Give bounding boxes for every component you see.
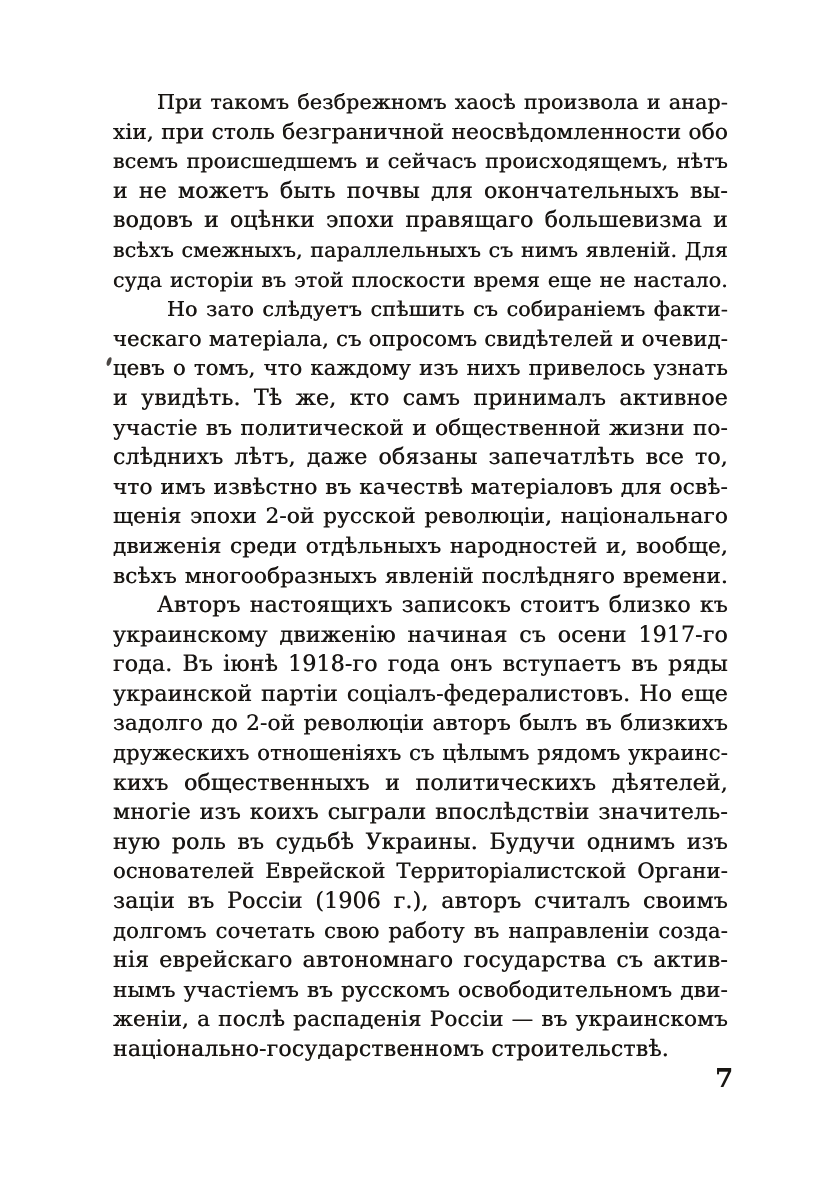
text-line: При такомъ безбрежномъ хаосѣ произвола и анар- xyxy=(157,90,728,114)
text-line: украинской партіи соціалъ-федералистовъ. Но еще xyxy=(113,681,728,707)
text-line: нія еврейскаго автономнаго государства съ актив- xyxy=(113,948,728,974)
text-block xyxy=(113,88,728,1065)
text-line: заціи въ Россіи (1906 г.), авторъ считалъ своимъ xyxy=(113,889,728,915)
text-line: кихъ общественныхъ и политическихъ дѣятелей, xyxy=(113,770,728,796)
text-line: ческаго матеріала, съ опросомъ свидѣтелей и очевид- xyxy=(113,326,728,351)
paragraph xyxy=(113,591,728,1065)
text-line: щенія эпохи 2-ой русской революціи, національнаго xyxy=(113,504,728,530)
text-line: суда исторіи въ этой плоскости время еще не настало. xyxy=(113,267,728,292)
paragraph xyxy=(113,88,728,295)
text-line: и не можетъ быть почвы для окончательныхъ вы- xyxy=(113,178,728,204)
text-line: женіи, а послѣ распаденія Россіи — въ украинскомъ xyxy=(113,1007,728,1033)
text-line: многіе изъ коихъ сыграли впослѣдствіи значитель- xyxy=(113,800,728,826)
text-line: долгомъ сочетать свою работу въ направленіи созда- xyxy=(113,918,728,943)
text-line: что имъ извѣстно въ качествѣ матеріаловъ для освѣ- xyxy=(113,474,728,500)
text-line: національно-государственномъ строительствѣ. xyxy=(113,1037,670,1062)
paragraph xyxy=(113,295,728,591)
text-line: всѣхъ смежныхъ, параллельныхъ съ нимъ явленій. Для xyxy=(113,237,728,262)
text-line: основателей Еврейской Территоріалистской Органи- xyxy=(113,859,728,884)
text-line: дружескихъ отношеніяхъ съ цѣлымъ рядомъ украинс- xyxy=(113,741,728,766)
text-line: всѣхъ многообразныхъ явленій послѣдняго времени. xyxy=(113,563,728,589)
text-line: хіи, при столь безграничной неосвѣдомленности обо xyxy=(113,119,728,145)
text-line: ную роль въ судьбѣ Украины. Будучи однимъ изъ xyxy=(113,829,728,855)
scan-speck xyxy=(106,357,113,367)
text-line: и увидѣть. Тѣ же, кто самъ принималъ активное xyxy=(113,385,728,411)
text-line: нымъ участіемъ въ русскомъ освободительномъ дви- xyxy=(113,977,728,1003)
text-line: Авторъ настоящихъ записокъ стоитъ близко къ xyxy=(157,593,728,619)
text-line: участіе въ политической и общественной жизни по- xyxy=(113,415,728,441)
page-number: 7 xyxy=(714,1064,734,1094)
text-line: Но зато слѣдуетъ спѣшить съ собираніемъ факти- xyxy=(167,297,728,322)
text-line: года. Въ іюнѣ 1918-го года онъ вступаетъ въ ряды xyxy=(113,652,728,678)
text-line: украинскому движенію начиная съ осени 1917-го xyxy=(113,622,728,648)
text-line: задолго до 2-ой революціи авторъ былъ въ близкихъ xyxy=(113,711,728,737)
text-line: движенія среди отдѣльныхъ народностей и, вообще, xyxy=(113,533,728,559)
text-line: слѣднихъ лѣтъ, даже обязаны запечатлѣть все то, xyxy=(113,445,728,471)
text-line: всемъ происшедшемъ и сейчасъ происходящемъ, нѣтъ xyxy=(113,149,728,174)
text-line: цевъ о томъ, что каждому изъ нихъ привелось узнать xyxy=(113,356,728,381)
text-line: водовъ и оцѣнки эпохи правящаго большевизма и xyxy=(113,208,728,234)
